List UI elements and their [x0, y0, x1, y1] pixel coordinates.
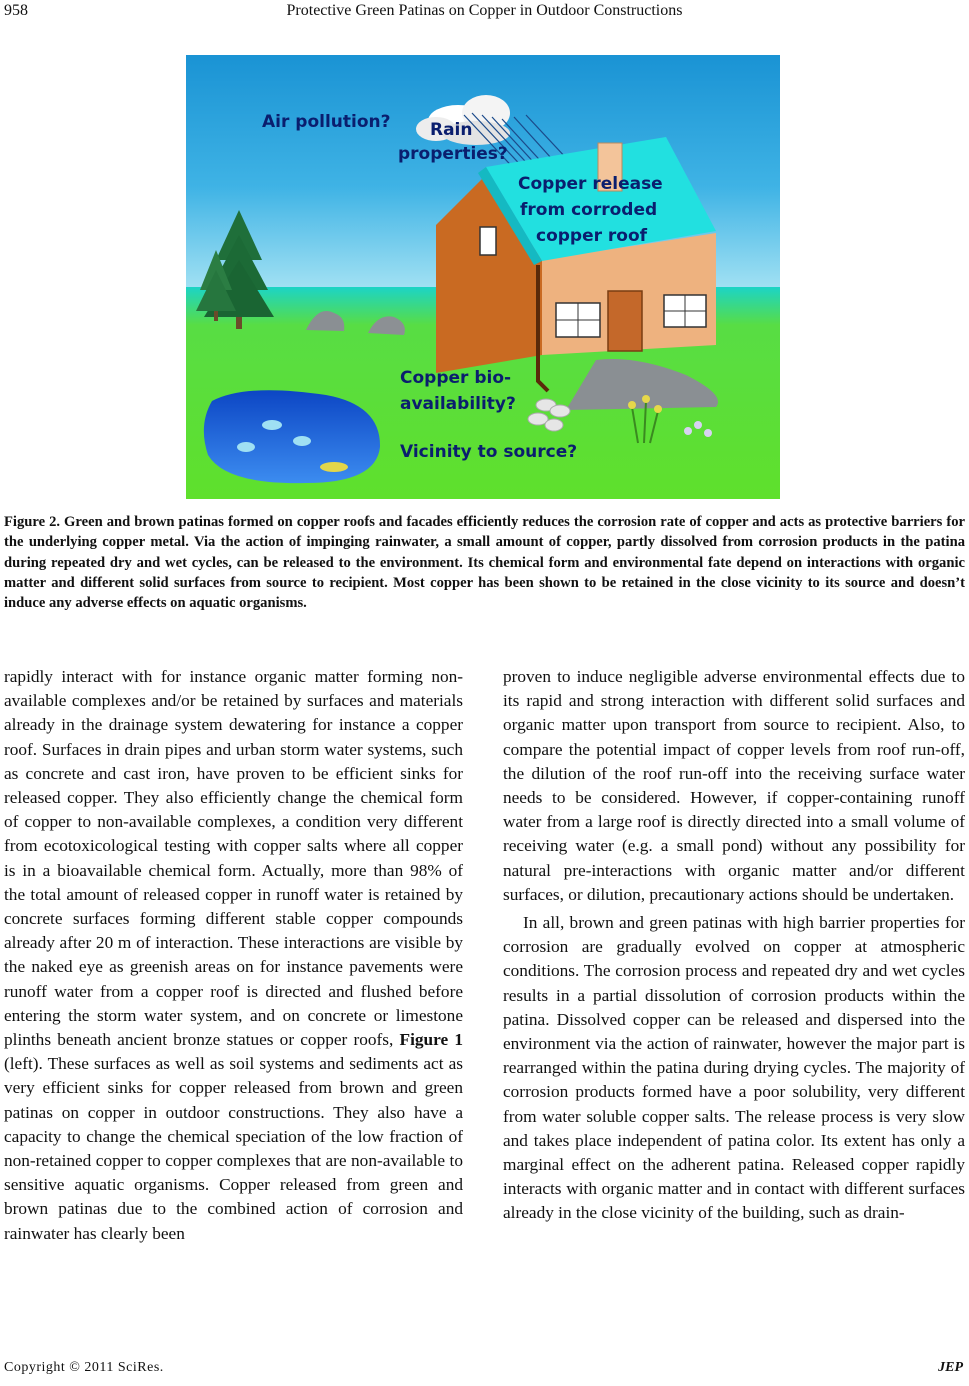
label-air-pollution: Air pollution? [262, 112, 391, 132]
house-environment-illustration [186, 55, 780, 499]
page-header [0, 0, 969, 24]
figure-illustration [186, 55, 780, 499]
left-paragraph [4, 665, 463, 1246]
right-paragraph-1: proven to induce negligible adverse environmental effects due to its rapid and strong interaction with different solid surfaces and organic matter upon transport from source to recipient. Also, to compare the potential impact of copper levels from roof run-off, the dilution of the roof run-off into the receiving surface water needs to be considered. However, if copper-containing runoff water from a large roof is directly directed into a small volume of receiving water (e.g. a small pond) without any possibility for natural pre-interactions with organic matter and/or different surfaces, or dilution, precautionary actions should be undertaken. [503, 667, 965, 904]
label-availability: availability? [400, 394, 516, 414]
label-rain: Rain [430, 120, 473, 140]
figure-1-reference[interactable]: Figure 1 [399, 1030, 463, 1050]
window-icon [556, 303, 600, 337]
left-column [4, 665, 463, 1246]
label-copper-release: Copper release [518, 174, 663, 194]
label-vicinity: Vicinity to source? [400, 442, 578, 462]
right-paragraph-2: In all, brown and green patinas with high barrier properties for corrosion are gradually evolved on copper at atmospheric conditions. The corrosion process and repeated dry and wet cycles results in a partial dissolution of corrosion products within the patina. Dissolved copper can be released and dispersed into the environment via the action of rainwater, however the major part is rearranged within the patina during drying cycles. The majority of corrosion products formed have a poor solubility, very different from water soluble copper salts. The release process is very slow and takes place independent of patina color. Its extent has only a marginal effect on the adherent patina. Released copper rapidly interacts with organic matter and in contact with different surfaces already in the close vicinity of the building, such as drain- [503, 913, 965, 1223]
journal-abbreviation: JEP [938, 1360, 963, 1375]
pond [204, 390, 380, 483]
window-icon [664, 295, 706, 327]
label-rain-properties: properties? [398, 144, 508, 164]
fish-icon [320, 462, 348, 472]
label-copper-bio: Copper bio- [400, 368, 512, 388]
label-copper-roof: copper roof [536, 226, 648, 246]
copyright-notice: Copyright © 2011 SciRes. [4, 1360, 164, 1375]
left-text-part1: rapidly interact with for instance organic matter forming non-available complexes and/or be retained by surfaces and materials already in the drainage system dewatering for instance a copper roof. Surfaces in drain pipes and urban storm water systems, such as concrete and cast iron, have proven to be efficient sinks for released copper. They also efficiently change the chemical form of copper to non-available complexes, a condition very different from ecotoxicological testing with copper salts where all copper is in a bioavailable chemical form. Actually, more than 98% of the total amount of released copper in runoff water is retained by concrete surfaces forming different stable copper compounds already after 20 m of interaction. These interactions are visible by the naked eye as greenish areas on for instance pavements were runoff water from a copper roof is directed and flushed before entering the storm water system, and on concrete or limestone plinths beneath ancient bronze statues or copper roofs, [4, 667, 463, 1050]
running-title: Protective Green Patinas on Copper in Outdoor Constructions [286, 2, 683, 19]
attic-window [480, 227, 496, 255]
page-number: 958 [4, 2, 28, 19]
door [608, 291, 642, 351]
figure-caption: Figure 2. Green and brown patinas formed on copper roofs and facades efficiently reduces the corrosion rate of copper and acts as protective barriers for the underlying copper metal. Via the action of impinging rainwater, a small amount of copper, partly dissolved from corrosion products in the patina during repeated dry and wet cycles, can be released to the environment. Its chemical form and environmental fate depend on interactions with organic matter and different solid surfaces from source to recipient. Most copper has been shown to be retained in the close vicinity to its source and doesn’t induce any adverse effects on aquatic organisms. [4, 514, 965, 612]
left-text-part2: (left). These surfaces as well as soil systems and sediments act as very efficient sinks for copper released from brown and green patinas on copper in outdoor constructions. They also have a capacity to change the chemical speciation of the low fraction of non-retained copper to copper complexes that are non-available to sensitive aquatic organisms. Copper released from green and brown patinas due to the combined action of corrosion and rainwater has clearly been [4, 1054, 463, 1243]
label-from-corroded: from corroded [520, 200, 658, 220]
right-column [503, 665, 965, 1226]
